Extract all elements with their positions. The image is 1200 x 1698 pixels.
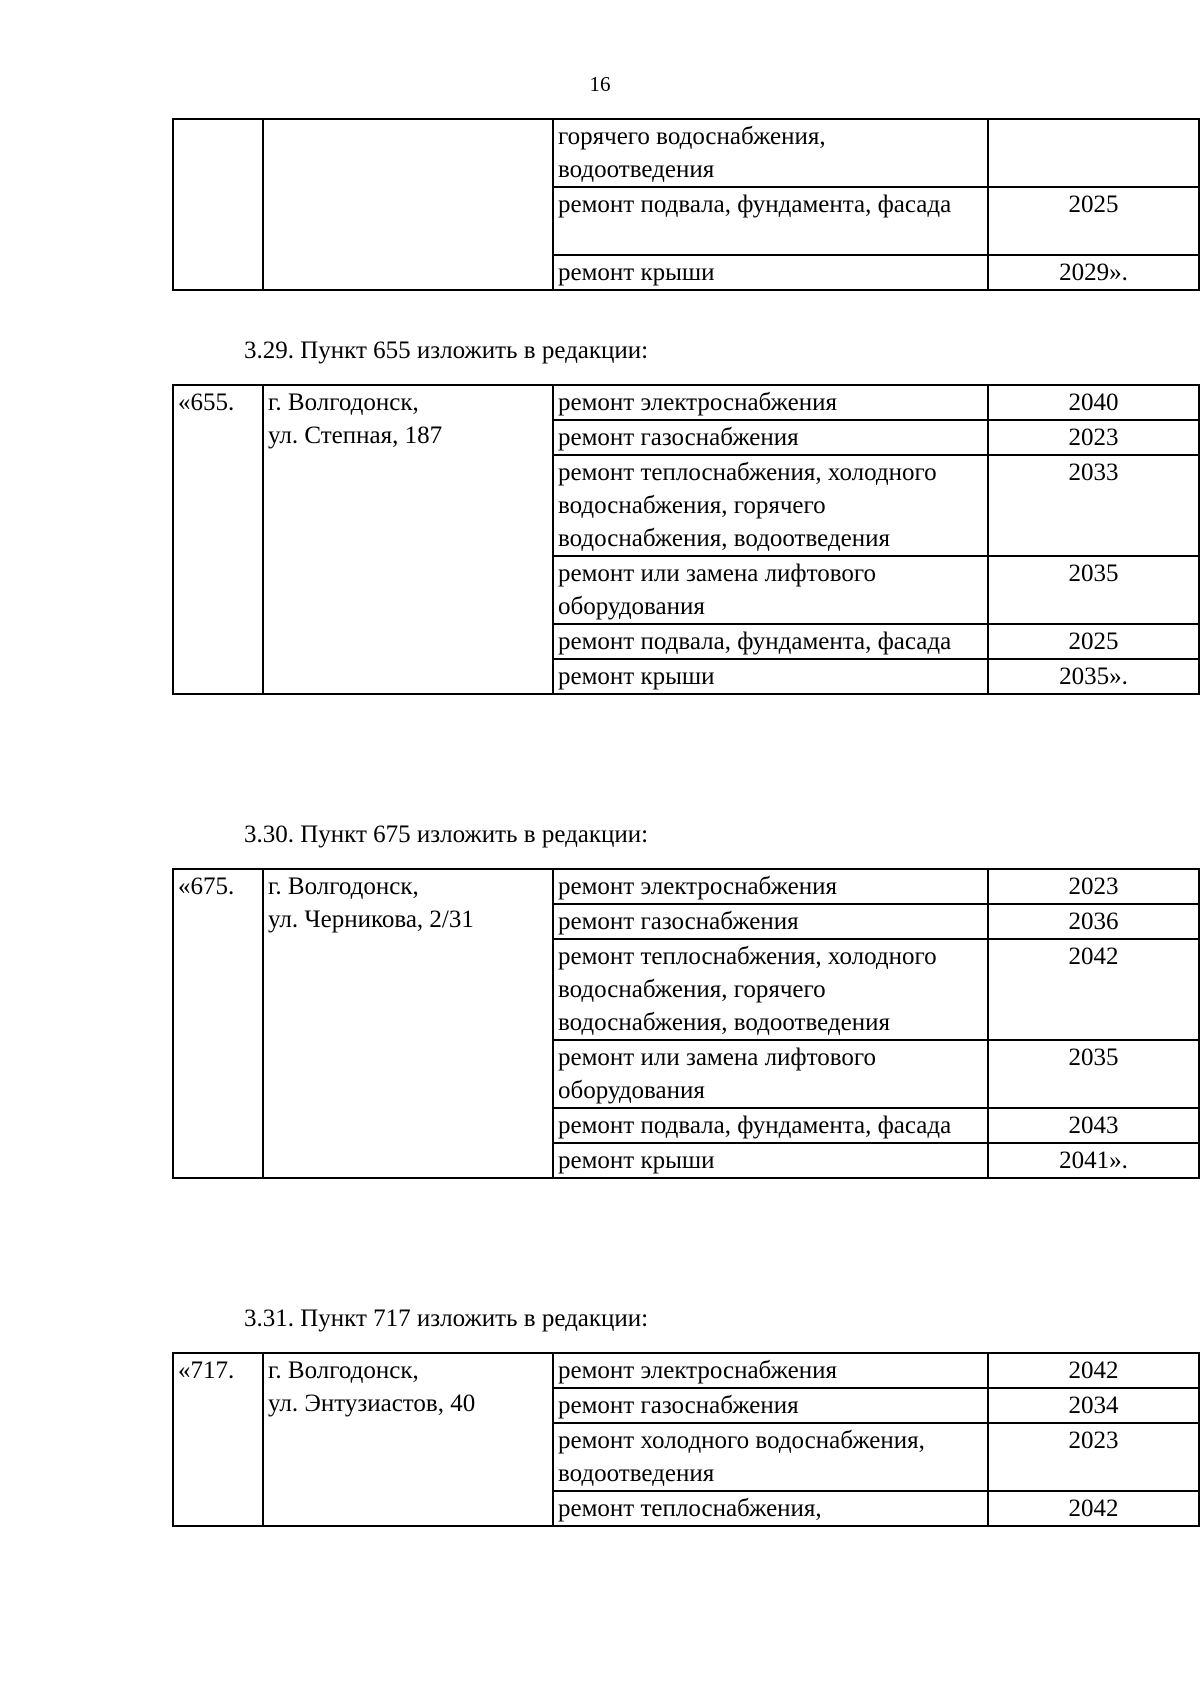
item-number-cell: «717. xyxy=(173,1353,263,1526)
work-cell: ремонт холодного водоснабжения, водоотведения xyxy=(553,1423,988,1491)
item-number-cell: «675. xyxy=(173,869,263,1178)
continuation-table xyxy=(172,118,1200,291)
work-cell: ремонт подвала, фундамента, фасада xyxy=(553,1108,988,1143)
year-cell: 2025 xyxy=(988,624,1199,659)
table-row xyxy=(173,119,1199,187)
work-cell: горячего водоснабжения, водоотведения xyxy=(553,119,988,187)
work-cell: ремонт подвала, фундамента, фасада xyxy=(553,624,988,659)
address-cell xyxy=(263,385,553,694)
year-cell: 2035». xyxy=(988,659,1199,694)
table-row xyxy=(173,385,1199,420)
work-cell: ремонт электроснабжения xyxy=(553,869,988,904)
year-cell: 2036 xyxy=(988,904,1199,939)
paragraph-3-30: 3.30. Пункт 675 изложить в редакции: xyxy=(244,821,649,848)
address-cell xyxy=(263,869,553,1178)
table-item-655 xyxy=(172,384,1200,695)
work-cell: ремонт теплоснабжения, холодного водоснабжения, горячего водоснабжения, водоотведения xyxy=(553,455,988,556)
work-cell: ремонт газоснабжения xyxy=(553,1388,988,1423)
work-cell: ремонт подвала, фундамента, фасада xyxy=(553,187,988,255)
year-cell: 2040 xyxy=(988,385,1199,420)
year-cell: 2023 xyxy=(988,869,1199,904)
year-cell: 2042 xyxy=(988,1491,1199,1526)
work-cell: ремонт крыши xyxy=(553,1143,988,1178)
paragraph-3-31: 3.31. Пункт 717 изложить в редакции: xyxy=(244,1305,649,1332)
year-cell: 2035 xyxy=(988,1040,1199,1108)
address-city: г. Волгодонск, xyxy=(268,389,419,416)
year-cell: 2042 xyxy=(988,1353,1199,1388)
table-row xyxy=(173,869,1199,904)
address-cell xyxy=(263,119,553,290)
work-cell: ремонт крыши xyxy=(553,659,988,694)
work-cell: ремонт электроснабжения xyxy=(553,385,988,420)
work-cell: ремонт крыши xyxy=(553,255,988,290)
paragraph-3-29: 3.29. Пункт 655 изложить в редакции: xyxy=(244,337,649,364)
address-street: ул. Степная, 187 xyxy=(268,422,443,449)
year-cell: 2023 xyxy=(988,420,1199,455)
year-cell: 2029». xyxy=(988,255,1199,290)
year-cell: 2033 xyxy=(988,455,1199,556)
item-number-cell: «655. xyxy=(173,385,263,694)
year-cell xyxy=(988,119,1199,187)
item-number-cell xyxy=(173,119,263,290)
year-cell: 2042 xyxy=(988,939,1199,1040)
work-cell: ремонт теплоснабжения, xyxy=(553,1491,988,1526)
address-cell xyxy=(263,1353,553,1526)
year-cell: 2035 xyxy=(988,556,1199,624)
year-cell: 2034 xyxy=(988,1388,1199,1423)
address-street: ул. Энтузиастов, 40 xyxy=(268,1390,476,1417)
address-street: ул. Черникова, 2/31 xyxy=(268,906,474,933)
table-row xyxy=(173,1353,1199,1388)
work-cell: ремонт или замена лифтового оборудования xyxy=(553,1040,988,1108)
address-city: г. Волгодонск, xyxy=(268,873,419,900)
table-item-675 xyxy=(172,868,1200,1179)
work-cell: ремонт газоснабжения xyxy=(553,904,988,939)
year-cell: 2041». xyxy=(988,1143,1199,1178)
year-cell: 2043 xyxy=(988,1108,1199,1143)
work-cell: ремонт электроснабжения xyxy=(553,1353,988,1388)
work-cell: ремонт теплоснабжения, холодного водоснабжения, горячего водоснабжения, водоотведения xyxy=(553,939,988,1040)
year-cell: 2023 xyxy=(988,1423,1199,1491)
work-cell: ремонт газоснабжения xyxy=(553,420,988,455)
address-city: г. Волгодонск, xyxy=(268,1357,419,1384)
page-number: 16 xyxy=(589,72,611,96)
work-cell: ремонт или замена лифтового оборудования xyxy=(553,556,988,624)
year-cell: 2025 xyxy=(988,187,1199,255)
table-item-717 xyxy=(172,1352,1200,1527)
